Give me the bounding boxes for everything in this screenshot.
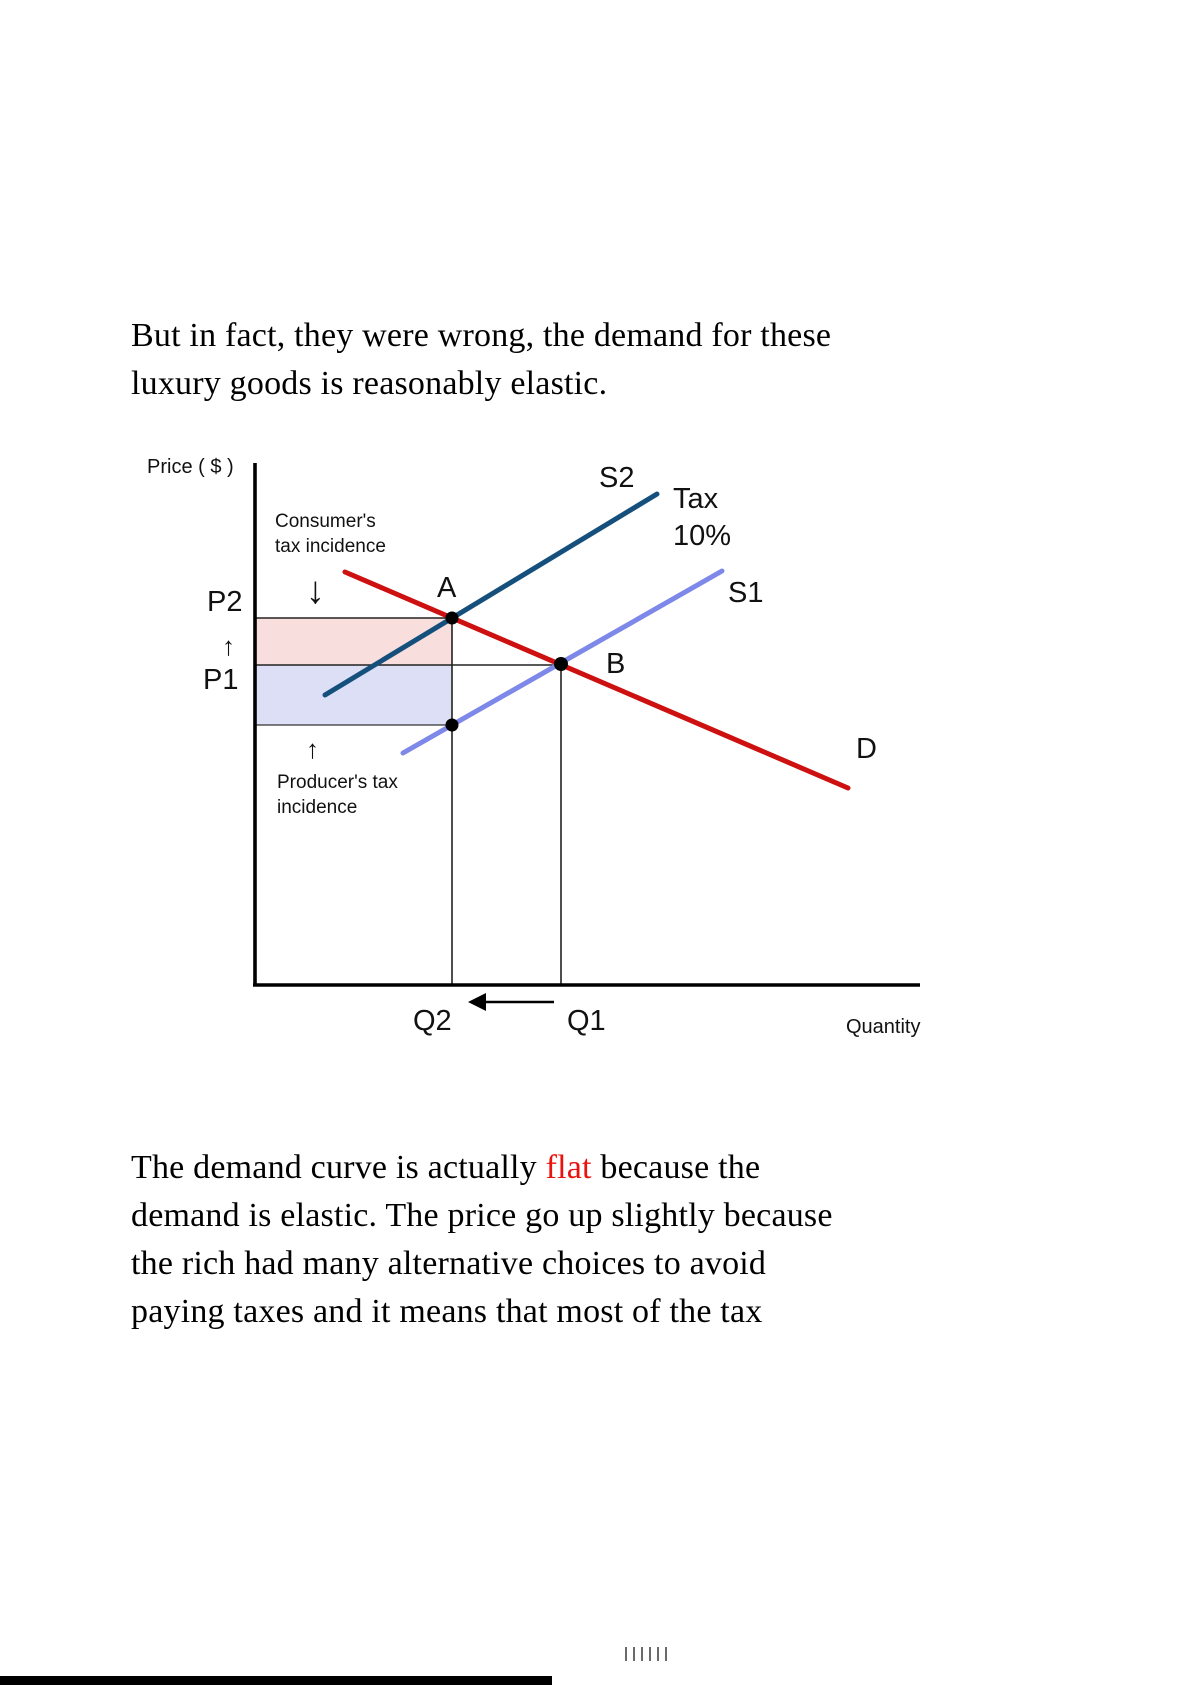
consumer-tax-incidence-area [256,618,453,665]
intro-line-1: But in fact, they were wrong, the demand for these [131,317,832,354]
tax-incidence-diagram [130,445,960,1045]
intro-line-2: luxury goods is reasonably elastic. [131,365,608,402]
tax-rate-label: 10% [673,520,732,552]
d-label: D [856,733,877,765]
consumer-incidence-label-2: tax incidence [275,536,386,557]
intro-paragraph [131,312,1051,408]
point-b-label: B [606,648,626,680]
conclusion-paragraph [131,1144,1071,1336]
page-bottom-rule [0,1676,552,1685]
point-b-dot [554,657,568,671]
p2-label: P2 [207,586,243,618]
q2-label: Q2 [413,1005,452,1037]
price-gap-arrow-icon: ↑ [222,631,235,661]
conclusion-line-1a: The demand curve is actually [131,1149,546,1186]
s1-label: S1 [728,577,764,609]
producer-arrow-icon: ↑ [306,734,319,764]
x-axis-label: Quantity [846,1016,921,1038]
producer-tax-incidence-area [256,665,453,725]
s2-label: S2 [599,462,635,494]
consumer-arrow-icon: ↓ [306,570,325,612]
consumer-incidence-label-1: Consumer's [275,511,376,532]
tax-label: Tax [673,483,719,515]
producer-incidence-label-1: Producer's tax [277,772,398,793]
q1-label: Q1 [567,1005,606,1037]
y-axis-label: Price ( $ ) [147,456,234,478]
conclusion-line-4: paying taxes and it means that most of the tax [131,1293,763,1330]
p1-label: P1 [203,664,239,696]
quantity-shift-arrow-head-icon [468,993,486,1011]
highlight-word: flat [545,1149,592,1186]
conclusion-line-1b: because the [591,1149,761,1186]
producer-incidence-label-2: incidence [277,797,358,818]
producer-price-dot [446,719,459,732]
conclusion-line-2: demand is elastic. The price go up slightly because [131,1197,833,1234]
point-a-label: A [437,572,457,604]
conclusion-line-3: the rich had many alternative choices to avoid [131,1245,767,1282]
bottom-partial-marks [625,1647,671,1661]
point-a-dot [446,612,459,625]
